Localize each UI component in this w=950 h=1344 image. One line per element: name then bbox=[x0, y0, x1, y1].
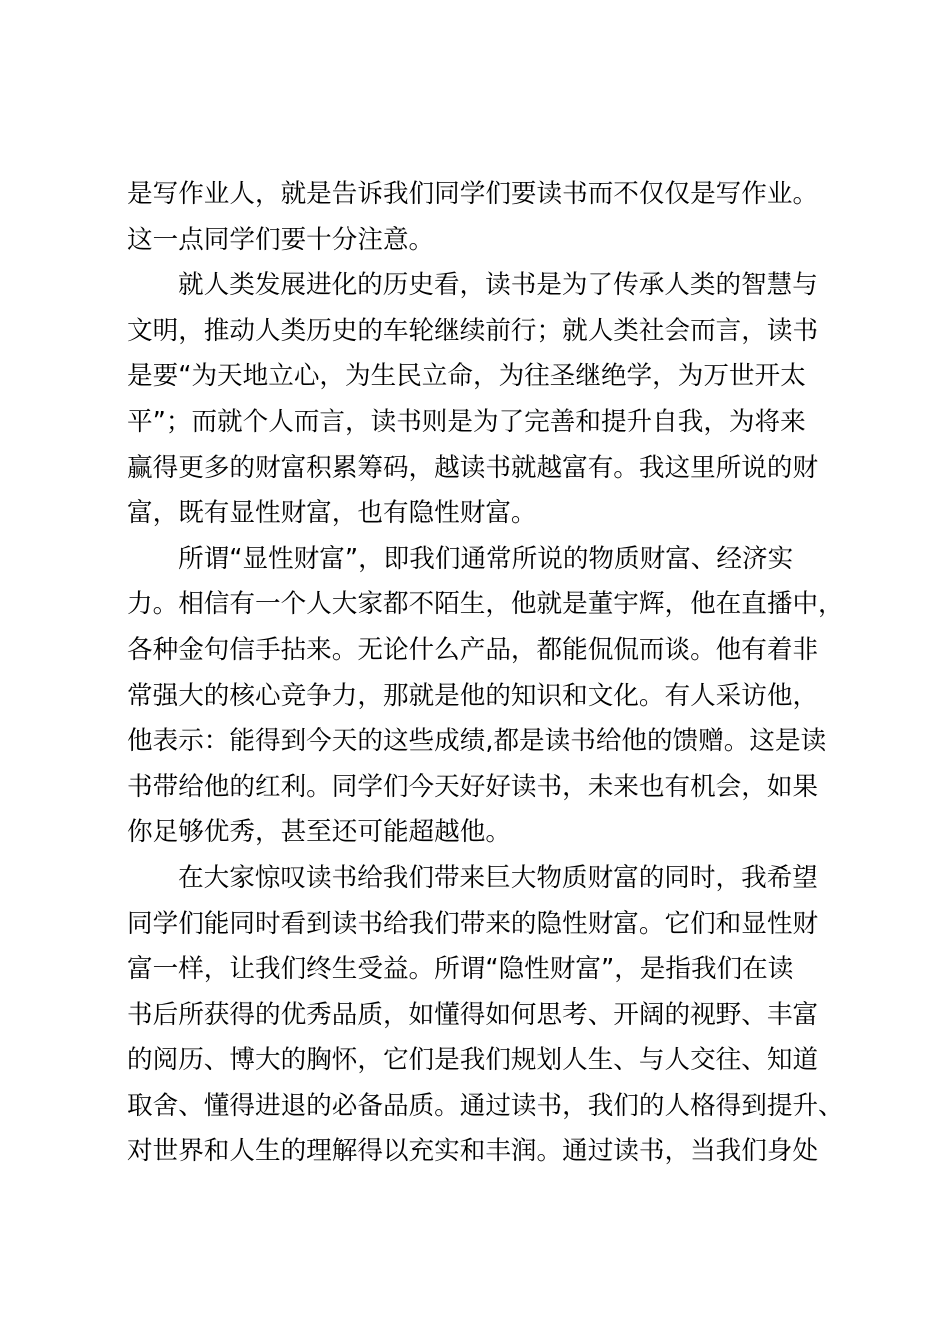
paragraph-start-line: 所谓“显性财富”，即我们通常所说的物质财富、经济实 bbox=[178, 543, 794, 574]
text-line: 他表示：能得到今天的这些成绩,都是读书给他的馈赠。这是读 bbox=[127, 726, 827, 757]
text-line: 取舍、懂得进退的必备品质。通过读书，我们的人格得到提升、 bbox=[127, 1090, 844, 1121]
text-line: 是写作业人，就是告诉我们同学们要读书而不仅仅是写作业。 bbox=[127, 179, 819, 209]
text-line: 是要“为天地立心，为生民立命，为往圣继绝学，为万世开太 bbox=[127, 361, 806, 392]
text-line: 平”；而就个人而言，读书则是为了完善和提升自我，为将来 bbox=[127, 406, 806, 437]
text-line: 赢得更多的财富积累筹码，越读书就越富有。我这里所说的财 bbox=[127, 452, 819, 483]
text-line: 这一点同学们要十分注意。 bbox=[127, 224, 435, 255]
text-line: 富，既有显性财富，也有隐性财富。 bbox=[127, 498, 537, 529]
text-line: 的阅历、博大的胸怀，它们是我们规划人生、与人交往、知道 bbox=[127, 1045, 819, 1076]
text-line: 力。相信有一个人大家都不陌生，他就是董宇辉，他在直播中， bbox=[127, 589, 844, 620]
paragraph-start-line: 在大家惊叹读书给我们带来巨大物质财富的同时，我希望 bbox=[178, 862, 818, 893]
text-line: 文明，推动人类历史的车轮继续前行；就人类社会而言，读书 bbox=[127, 315, 819, 346]
body-text bbox=[127, 172, 847, 1175]
text-line: 书带给他的红利。同学们今天好好读书，未来也有机会，如果 bbox=[127, 771, 819, 802]
text-line: 你足够优秀，甚至还可能超越他。 bbox=[127, 817, 511, 848]
text-line: 富一样，让我们终生受益。所谓“隐性财富”，是指我们在读 bbox=[127, 954, 794, 985]
text-line: 对世界和人生的理解得以充实和丰润。通过读书，当我们身处 bbox=[127, 1136, 819, 1167]
text-line: 书后所获得的优秀品质，如懂得如何思考、开阔的视野、丰富 bbox=[127, 999, 819, 1030]
text-line: 同学们能同时看到读书给我们带来的隐性财富。它们和显性财 bbox=[127, 908, 819, 939]
text-line: 各种金句信手拈来。无论什么产品，都能侃侃而谈。他有着非 bbox=[127, 634, 819, 665]
paragraph-start-line: 就人类发展进化的历史看，读书是为了传承人类的智慧与 bbox=[178, 270, 818, 301]
text-line: 常强大的核心竞争力，那就是他的知识和文化。有人采访他， bbox=[127, 680, 819, 711]
